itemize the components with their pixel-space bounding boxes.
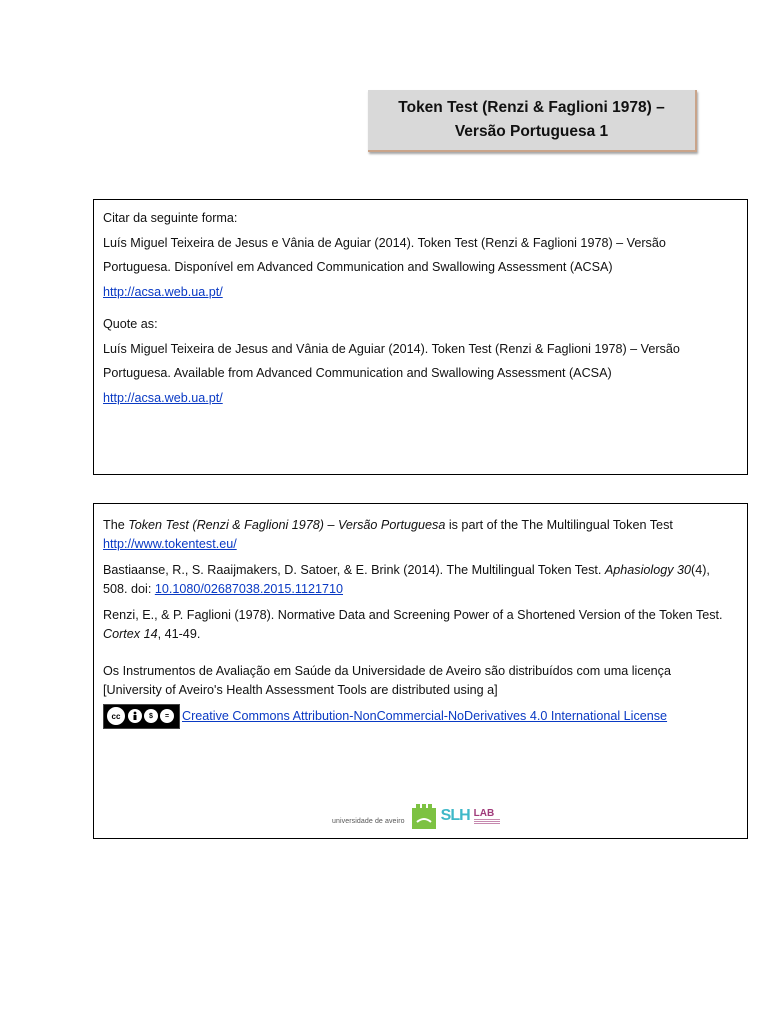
citation-box: [93, 199, 748, 475]
ref1-authors: Bastiaanse, R., S. Raaijmakers, D. Satoer, & E. Brink (2014). The Multilingual Token Test.: [103, 563, 605, 577]
multilingual-intro: [103, 516, 738, 535]
footer-logos: [332, 800, 500, 832]
universidade-de-aveiro-logo-text: universidade de aveiro: [332, 817, 405, 825]
citation-text-pt-line2: Portuguesa. Disponível em Advanced Communication and Swallowing Assessment (ACSA): [103, 260, 613, 274]
acsa-link-pt[interactable]: http://acsa.web.ua.pt/: [103, 284, 223, 299]
slh-logo-text: SLH: [440, 807, 470, 824]
reference-bastiaanse-line1: [103, 561, 738, 580]
info-box: [93, 503, 748, 839]
cc-license-badge[interactable]: [103, 704, 180, 729]
ref1-pages: 508. doi:: [103, 582, 155, 596]
ua-castle-logo-icon: [411, 802, 437, 830]
lab-logo: [474, 808, 500, 825]
reference-renzi-line2: [103, 625, 738, 644]
document-title: [368, 90, 697, 152]
citation-text-pt-line1: Luís Miguel Teixeira de Jesus e Vânia de Aguiar (2014). Token Test (Renzi & Faglioni 1978) – Versão: [103, 235, 666, 250]
nd-icon: =: [160, 709, 174, 723]
ref2-journal: Cortex 14: [103, 627, 158, 641]
doi-link[interactable]: 10.1080/02687038.2015.1121710: [154, 582, 343, 596]
license-text-en: [University of Aveiro's Health Assessment Tools are distributed using a]: [103, 683, 498, 697]
tokentest-link[interactable]: http://www.tokentest.eu/: [103, 537, 237, 551]
intro-rest: is part of the The Multilingual Token Test: [445, 518, 673, 532]
citation-text-en-line1: Luís Miguel Teixeira de Jesus and Vânia de Aguiar (2014). Token Test (Renzi & Faglioni 1978) – Versão: [103, 341, 680, 356]
ref1-issue: (4),: [691, 563, 710, 577]
acsa-link-en[interactable]: http://acsa.web.ua.pt/: [103, 390, 223, 405]
citation-heading-en: Quote as:: [103, 317, 158, 331]
person-icon: [130, 711, 140, 721]
cc-license-link[interactable]: Creative Commons Attribution-NonCommercial-NoDerivatives 4.0 International License: [182, 709, 668, 723]
lab-logo-text: LAB: [473, 807, 495, 819]
title-line-2: Versão Portuguesa 1: [454, 123, 609, 140]
license-row: [103, 705, 738, 727]
by-icon: [128, 709, 142, 723]
intro-title: Token Test (Renzi & Faglioni 1978) – Versão Portuguesa: [128, 518, 446, 532]
reference-renzi-line1: Renzi, E., & P. Faglioni (1978). Normative Data and Screening Power of a Shortened Version of the Token Test.: [103, 608, 723, 622]
title-line-1: Token Test (Renzi & Faglioni 1978) –: [398, 99, 665, 116]
citation-heading-pt: Citar da seguinte forma:: [103, 211, 238, 225]
citation-text-en-line2: Portuguesa. Available from Advanced Communication and Swallowing Assessment (ACSA): [103, 366, 612, 380]
license-text-pt: Os Instrumentos de Avaliação em Saúde da Universidade de Aveiro são distribuídos com uma licença: [103, 664, 671, 678]
cc-icon: cc: [106, 706, 126, 726]
intro-the: The: [103, 518, 129, 532]
ref2-pages: , 41-49.: [157, 627, 201, 641]
nc-icon: $: [144, 709, 158, 723]
lab-logo-subtext-graphic: [474, 819, 500, 825]
ref1-journal: Aphasiology 30: [604, 563, 692, 577]
reference-bastiaanse-line2: [103, 580, 738, 599]
